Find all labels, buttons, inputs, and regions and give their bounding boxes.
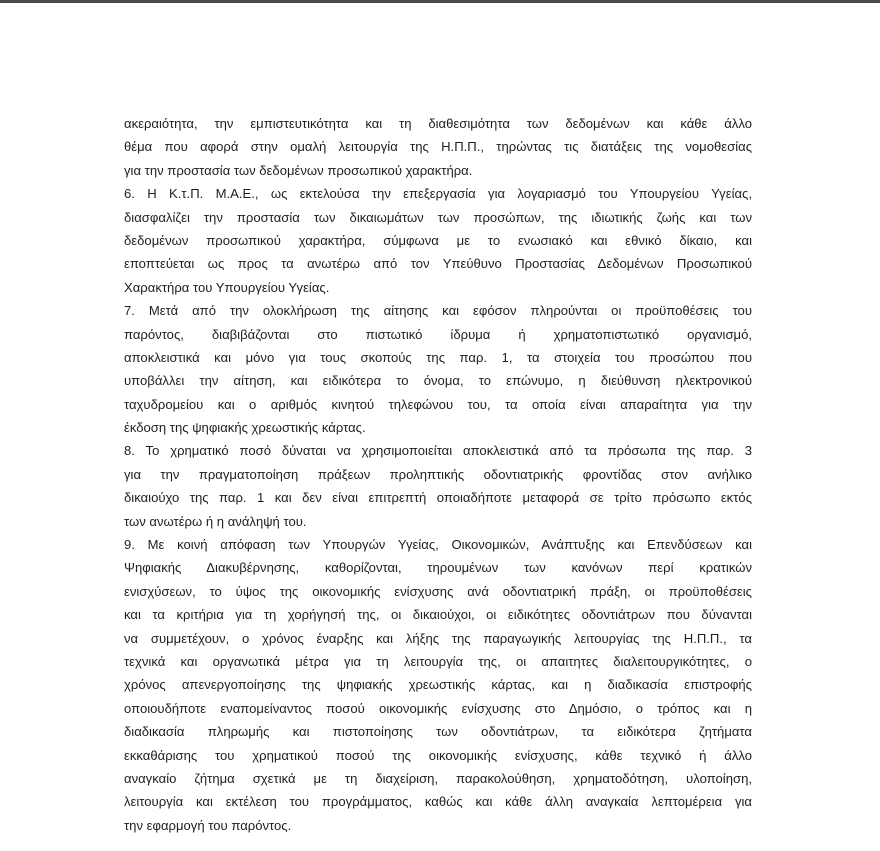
- document-text-line: υποβάλλει την αίτηση, και ειδικότερα το όνομα, το επώνυμο, η διεύθυνση ηλεκτρονικού: [124, 373, 752, 389]
- document-text-line: των ανωτέρω ή η ανάληψή του.: [124, 513, 307, 529]
- document-text-line: οποιουδήποτε εναπομείναντος ποσού οικονομικής ενίσχυσης στο Δημόσιο, ο τρόπος και η: [124, 700, 752, 716]
- document-text-line: δικαιούχο της παρ. 1 και δεν είναι επιτρεπτή οποιαδήποτε μεταφορά σε τρίτο πρόσωπο εκτός: [124, 490, 752, 506]
- document-text-line: και τα κριτήρια για τη χορήγησή της, οι δικαιούχοι, οι ειδικότητες οδοντιάτρων που δύνανται: [124, 607, 752, 623]
- document-text-line: ενισχύσεων, το ύψος της οικονομικής ενίσχυσης ανά οδοντιατρική πράξη, οι προϋποθέσεις: [124, 583, 752, 599]
- document-text-line: ακεραιότητα, την εμπιστευτικότητα και τη διαθεσιμότητα των δεδομένων και κάθε άλλο: [124, 116, 752, 131]
- document-text-line: για την πραγματοποίηση πράξεων προληπτικής οδοντιατρικής φροντίδας στον ανήλικο: [124, 466, 752, 482]
- document-text-line: αναγκαίο ζήτημα σχετικά με τη διαχείριση, παρακολούθηση, χρηματοδότηση, υλοποίηση,: [124, 770, 752, 786]
- document-text-line: 6. Η Κ.τ.Π. Μ.Α.Ε., ως εκτελούσα την επεξεργασία για λογαριασμό του Υπουργείου Υγείας,: [124, 186, 752, 202]
- document-text-line: τεχνικά και οργανωτικά μέτρα για τη λειτουργία της, οι απαιτητες διαλειτουργικότητες, ο: [124, 653, 752, 669]
- document-text-line: 9. Με κοινή απόφαση των Υπουργών Υγείας, Οικονομικών, Ανάπτυξης και Επενδύσεων και: [124, 537, 752, 553]
- document-text-line: εποπτεύεται ως προς τα ανωτέρω από τον Υπεύθυνο Προστασίας Δεδομένων Προσωπικού: [124, 256, 752, 272]
- document-text-line: την εφαρμογή του παρόντος.: [124, 817, 292, 833]
- window-top-border: [0, 0, 880, 3]
- document-text-line: Ψηφιακής Διακυβέρνησης, καθορίζονται, τηρουμένων των κανόνων περί κρατικών: [124, 560, 752, 576]
- document-text-line: λειτουργία και εκτέλεση του προγράμματος, καθώς και κάθε άλλη αναγκαία λεπτομέρεια για: [124, 794, 752, 810]
- document-text-line: Χαρακτήρα του Υπουργείου Υγείας.: [124, 279, 330, 295]
- document-text-line: έκδοση της ψηφιακής χρεωστικής κάρτας.: [124, 420, 366, 436]
- document-text-line: αποκλειστικά και μόνο για τους σκοπούς της παρ. 1, τα στοιχεία του προσώπου που: [124, 349, 752, 365]
- document-text-line: ταχυδρομείου και ο αριθμός κινητού τηλεφώνου του, τα οποία είναι απαραίτητα για την: [124, 396, 752, 412]
- document-text-line: εκκαθάρισης του χρηματικού ποσού της οικονομικής ενίσχυσης, κάθε τεχνικό ή άλλο: [124, 747, 752, 763]
- document-text-line: να συμμετέχουν, ο χρόνος έναρξης και λήξης της παραγωγικής λειτουργίας της Η.Π.Π., τα: [124, 630, 752, 646]
- document-text-line: για την προστασία των δεδομένων προσωπικού χαρακτήρα.: [124, 162, 473, 178]
- document-text-line: διασφαλίζει την προστασία των δικαιωμάτων των προσώπων, της ιδιωτικής ζωής και των: [124, 209, 752, 225]
- document-text-line: διαδικασία πληρωμής και πιστοποίησης των οδοντιάτρων, τα ειδικότερα ζητήματα: [124, 724, 752, 740]
- document-text-line: 8. Το χρηματικό ποσό δύναται να χρησιμοποιείται αποκλειστικά από τα πρόσωπα της παρ. 3: [124, 443, 752, 459]
- document-page: [124, 112, 752, 837]
- document-text-line: 7. Μετά από την ολοκλήρωση της αίτησης και εφόσον πληρούνται οι προϋποθέσεις του: [124, 303, 752, 319]
- document-text-line: παρόντος, διαβιβάζονται στο πιστωτικό ίδρυμα ή χρηματοπιστωτικό οργανισμό,: [124, 326, 752, 342]
- document-text-line: δεδομένων προσωπικού χαρακτήρα, σύμφωνα με το ενωσιακό και εθνικό δίκαιο, και: [124, 232, 752, 248]
- document-text-line: χρόνος απενεργοποίησης της ψηφιακής χρεωστικής κάρτας, και η διαδικασία επιστροφής: [124, 677, 752, 693]
- document-text-line: θέμα που αφορά στην ομαλή λειτουργία της Η.Π.Π., τηρώντας τις διατάξεις της νομοθεσίας: [124, 139, 752, 155]
